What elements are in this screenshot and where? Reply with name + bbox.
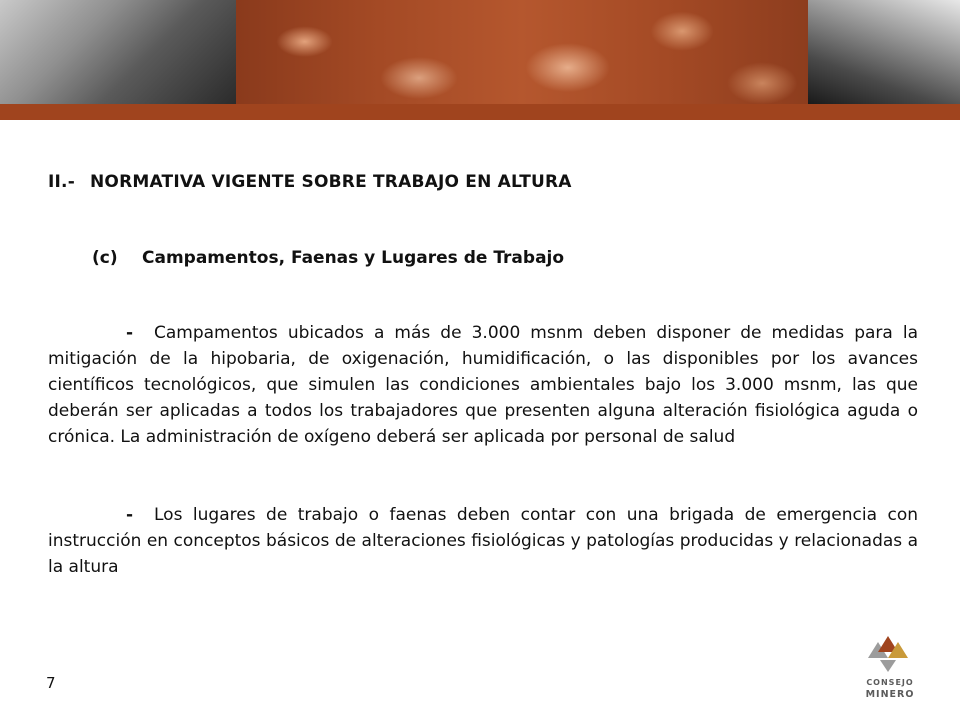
subsection-title: Campamentos, Faenas y Lugares de Trabajo [142,248,565,268]
page-number: 7 [46,674,56,692]
section-number: II.- [48,172,75,192]
subsection-heading [92,248,564,268]
logo-text-consejo: CONSEJO [866,678,914,687]
section-heading [48,172,572,192]
miner-photo [0,0,236,104]
triangles-icon [858,632,918,676]
header-banner [0,0,960,104]
rust-texture [236,0,808,104]
worker-photo [808,0,960,104]
paragraph-text: Los lugares de trabajo o faenas deben contar con una brigada de emergencia con instrucción en conceptos básicos de alteraciones fisiológicas y patologías producidas y relacionadas a la altura [48,505,918,577]
subsection-letter: (c) [92,248,118,268]
bullet-dash: - [126,323,134,343]
section-title: NORMATIVA VIGENTE SOBRE TRABAJO EN ALTURA [90,172,572,192]
gray-triangle-bottom [880,660,896,672]
paragraph-text: Campamentos ubicados a más de 3.000 msnm deben disponer de medidas para la mitigación de la hipobaria, de oxigenación, humidificación, o las disponibles por los avances científicos tecnológicos, que simulen las condiciones ambientales bajo los 3.000 msnm, las que deberán ser aplicadas a todos los trabajadores que presenten alguna alteración fisiológica aguda o crónica. La administración de oxígeno deberá ser aplicada por personal de salud [48,323,918,447]
header-bar [0,104,960,120]
consejo-minero-logo [858,632,918,702]
logo-text-minero: MINERO [865,689,915,700]
paragraph [48,502,918,580]
bullet-dash: - [126,505,134,525]
paragraph [48,320,918,450]
